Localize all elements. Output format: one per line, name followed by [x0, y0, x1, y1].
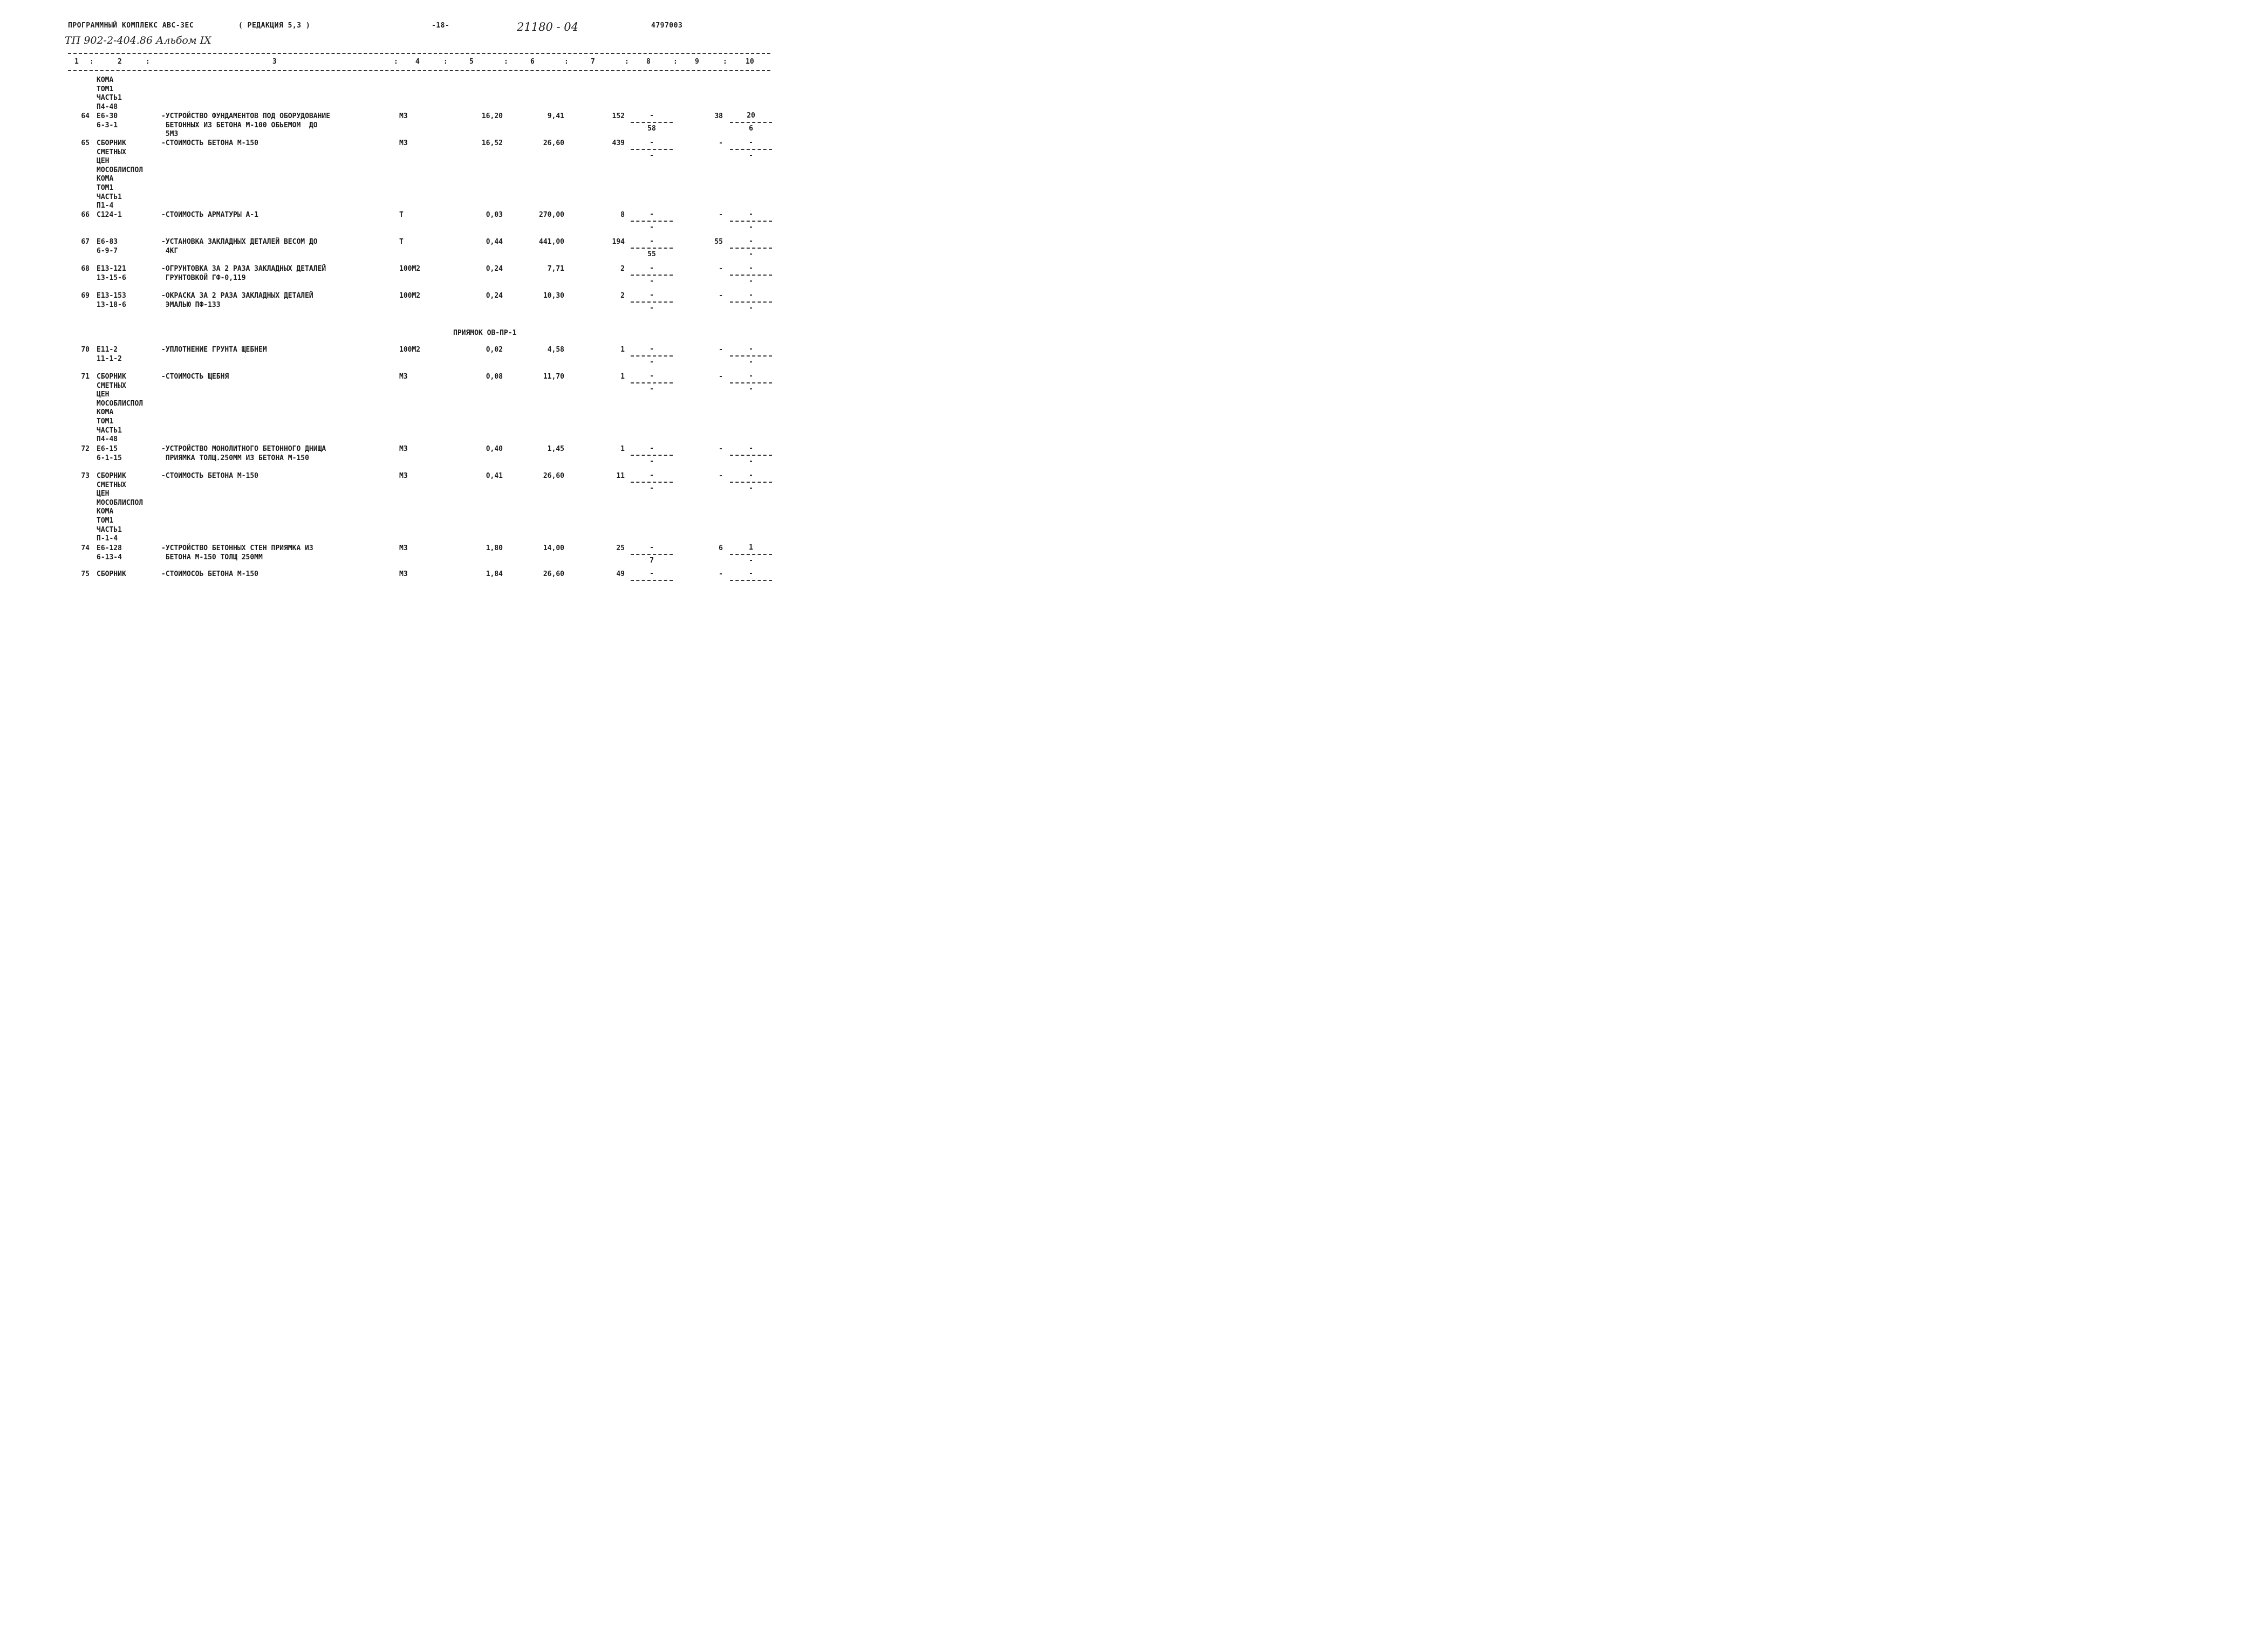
page-number: -18-: [432, 22, 450, 30]
fraction-divider: [631, 554, 673, 555]
fraction-divider: [631, 248, 673, 249]
norm-code: Е13-121 13-15-6: [97, 265, 126, 282]
column-header-5: 5: [469, 58, 474, 66]
total-cost: 152: [612, 112, 625, 120]
unit-price: 9,41: [547, 112, 564, 120]
column-header-6: 6: [530, 58, 535, 66]
norm-code: Е6-30 6-3-1: [97, 112, 118, 129]
column-8-fraction: [630, 544, 673, 565]
column-8-fraction-top: -: [650, 139, 654, 147]
column-10-fraction: [729, 139, 773, 160]
continuation-text: КОМА ТОМ1 ЧАСТЬ1 П4-48: [97, 76, 122, 111]
column-9-value: 38: [714, 112, 723, 120]
work-description: -ОГРУНТОВКА ЗА 2 РАЗА ЗАКЛАДНЫХ ДЕТАЛЕЙ ГРУНТОВКОЙ ГФ-0,119: [161, 265, 326, 282]
column-10-fraction-bottom: -: [749, 557, 753, 565]
quantity: 0,03: [486, 211, 503, 219]
column-10-fraction: [729, 445, 773, 465]
column-10-fraction: [729, 570, 773, 591]
column-10-fraction-bottom: 6: [749, 125, 753, 133]
column-10-fraction-top: -: [749, 372, 753, 380]
quantity: 0,08: [486, 373, 503, 381]
norm-code: Е6-15 6-1-15: [97, 445, 122, 462]
column-10-fraction-top: -: [749, 264, 753, 272]
column-10-fraction: [729, 373, 773, 393]
column-10-fraction: [729, 238, 773, 258]
column-8-fraction-bottom: 7: [650, 557, 654, 565]
column-8-fraction-bottom: -: [650, 358, 654, 366]
column-10-fraction-top: -: [749, 471, 753, 479]
total-cost: 2: [620, 265, 625, 273]
top-rule: [68, 53, 770, 54]
unit: 100М2: [399, 265, 421, 273]
column-8-fraction-bottom: -: [650, 152, 654, 160]
column-10-fraction: [729, 346, 773, 366]
column-9-value: -: [719, 472, 723, 480]
unit: 100М2: [399, 292, 421, 300]
column-8-fraction: [630, 292, 673, 312]
total-cost: 8: [620, 211, 625, 219]
column-10-fraction-bottom: -: [749, 484, 753, 492]
row-number: 69: [81, 292, 90, 300]
work-description: -УПЛОТНЕНИЕ ГРУНТА ЩЕБНЕМ: [161, 346, 267, 354]
norm-code: СБОРНИК СМЕТНЫХ ЦЕН МОСОБЛИСПОЛ КОМА ТОМ1 ЧАСТЬ1 П1-4: [97, 139, 144, 210]
column-8-fraction-top: -: [650, 112, 654, 120]
fraction-divider: [631, 482, 673, 483]
column-header-9: 9: [695, 58, 699, 66]
fraction-divider: [730, 248, 772, 249]
row-number: 67: [81, 238, 90, 246]
fraction-divider: [631, 301, 673, 303]
quantity: 1,80: [486, 544, 503, 552]
fraction-divider: [631, 221, 673, 222]
quantity: 0,24: [486, 292, 503, 300]
column-8-fraction: [630, 445, 673, 465]
column-8-fraction: [630, 346, 673, 366]
column-8-fraction-top: -: [650, 264, 654, 272]
column-8-fraction-top: -: [650, 345, 654, 353]
column-10-fraction-top: -: [749, 444, 753, 453]
unit: М3: [399, 112, 408, 120]
column-9-value: -: [719, 265, 723, 273]
column-10-fraction-top: 1: [749, 544, 753, 552]
edition: ( РЕДАКЦИЯ 5,3 ): [238, 22, 311, 30]
unit-price: 441,00: [539, 238, 564, 246]
row-number: 68: [81, 265, 90, 273]
column-8-fraction: [630, 238, 673, 258]
unit: М3: [399, 472, 408, 480]
row-number: 74: [81, 544, 90, 552]
column-8-fraction-bottom: -: [650, 484, 654, 492]
fraction-divider: [730, 382, 772, 383]
column-10-fraction-bottom: -: [749, 277, 753, 285]
total-cost: 11: [616, 472, 625, 480]
norm-code: СБОРНИК: [97, 570, 126, 578]
unit-price: 7,71: [547, 265, 564, 273]
column-10-fraction-bottom: -: [749, 358, 753, 366]
norm-code: С124-1: [97, 211, 122, 219]
unit: М3: [399, 570, 408, 578]
column-9-value: 55: [714, 238, 723, 246]
column-10-fraction-top: 20: [747, 112, 755, 120]
row-number: 64: [81, 112, 90, 120]
work-description: -ОКРАСКА ЗА 2 РАЗА ЗАКЛАДНЫХ ДЕТАЛЕЙ ЭМАЛЬЮ ПФ-133: [161, 292, 313, 309]
work-description: -СТОИМОСТЬ БЕТОНА М-150: [161, 139, 259, 147]
unit: М3: [399, 139, 408, 147]
total-cost: 25: [616, 544, 625, 552]
column-10-fraction-top: -: [749, 237, 753, 245]
row-number: 66: [81, 211, 90, 219]
column-10-fraction-top: -: [749, 210, 753, 218]
column-8-fraction: [630, 472, 673, 492]
column-10-fraction-top: -: [749, 345, 753, 353]
column-8-fraction: [630, 570, 673, 591]
work-description: -СТОИМОСОЬ БЕТОНА М-150: [161, 570, 259, 578]
column-header-1: 1: [74, 58, 79, 66]
total-cost: 49: [616, 570, 625, 578]
column-separator: :: [90, 58, 94, 66]
quantity: 0,24: [486, 265, 503, 273]
total-cost: 1: [620, 373, 625, 381]
section-title: ПРИЯМОК ОВ-ПР-1: [453, 329, 517, 337]
column-8-fraction-top: -: [650, 444, 654, 453]
column-header-3: 3: [272, 58, 277, 66]
fraction-divider: [730, 122, 772, 123]
fraction-divider: [730, 580, 772, 581]
doc-number: 4797003: [651, 22, 683, 30]
fraction-divider: [730, 221, 772, 222]
column-header-10: 10: [746, 58, 754, 66]
work-description: -СТОИМОСТЬ ЩЕБНЯ: [161, 373, 229, 381]
column-separator: :: [394, 58, 398, 66]
work-description: -СТОИМОСТЬ БЕТОНА М-150: [161, 472, 259, 480]
unit-price: 1,45: [547, 445, 564, 453]
column-9-value: -: [719, 139, 723, 147]
column-separator: :: [673, 58, 678, 66]
column-9-value: -: [719, 211, 723, 219]
column-8-fraction-bottom: 58: [647, 125, 656, 133]
norm-code: Е11-2 11-1-2: [97, 346, 122, 363]
column-9-value: 6: [719, 544, 723, 552]
fraction-divider: [631, 149, 673, 150]
column-8-fraction-top: -: [650, 471, 654, 479]
work-description: -УСТРОЙСТВО МОНОЛИТНОГО БЕТОННОГО ДНИЩА ПРИЯМКА ТОЛЩ.250ММ ИЗ БЕТОНА М-150: [161, 445, 326, 462]
column-header-7: 7: [591, 58, 595, 66]
fraction-divider: [631, 382, 673, 383]
quantity: 16,52: [481, 139, 503, 147]
column-10-fraction-bottom: -: [749, 152, 753, 160]
work-description: -СТОИМОСТЬ АРМАТУРЫ А-1: [161, 211, 259, 219]
fraction-divider: [730, 554, 772, 555]
norm-code: Е6-128 6-13-4: [97, 544, 122, 561]
column-9-value: -: [719, 346, 723, 354]
column-8-fraction-top: -: [650, 210, 654, 218]
column-8-fraction: [630, 139, 673, 160]
row-number: 73: [81, 472, 90, 480]
column-8-fraction-top: -: [650, 372, 654, 380]
work-description: -УСТАНОВКА ЗАКЛАДНЫХ ДЕТАЛЕЙ ВЕСОМ ДО 4КГ: [161, 238, 318, 255]
unit: М3: [399, 544, 408, 552]
column-8-fraction-bottom: 55: [647, 250, 656, 258]
column-8-fraction-bottom: -: [650, 385, 654, 393]
quantity: 0,44: [486, 238, 503, 246]
column-10-fraction: [729, 544, 773, 565]
fraction-divider: [730, 355, 772, 357]
column-separator: :: [504, 58, 508, 66]
unit: Т: [399, 238, 404, 246]
row-number: 70: [81, 346, 90, 354]
document-page: [0, 0, 837, 602]
column-10-fraction-top: -: [749, 291, 753, 299]
quantity: 1,84: [486, 570, 503, 578]
column-separator: :: [443, 58, 448, 66]
column-8-fraction-top: -: [650, 570, 654, 578]
column-8-fraction-bottom: -: [650, 457, 654, 465]
unit-price: 26,60: [543, 139, 564, 147]
column-8-fraction-top: -: [650, 544, 654, 552]
quantity: 0,41: [486, 472, 503, 480]
column-10-fraction: [729, 292, 773, 312]
column-separator: :: [564, 58, 569, 66]
unit: 100М2: [399, 346, 421, 354]
total-cost: 194: [612, 238, 625, 246]
fraction-divider: [631, 580, 673, 581]
total-cost: 439: [612, 139, 625, 147]
row-number: 71: [81, 373, 90, 381]
row-number: 72: [81, 445, 90, 453]
total-cost: 1: [620, 346, 625, 354]
column-8-fraction: [630, 211, 673, 231]
unit: М3: [399, 373, 408, 381]
fraction-divider: [730, 455, 772, 456]
column-10-fraction-bottom: -: [749, 304, 753, 312]
quantity: 0,40: [486, 445, 503, 453]
column-10-fraction: [729, 265, 773, 285]
column-header-8: 8: [646, 58, 651, 66]
unit-price: 11,70: [543, 373, 564, 381]
fraction-divider: [631, 355, 673, 357]
norm-code: Е6-83 6-9-7: [97, 238, 118, 255]
column-10-fraction: [729, 112, 773, 133]
column-10-fraction-bottom: -: [749, 223, 753, 231]
column-8-fraction: [630, 112, 673, 133]
quantity: 16,20: [481, 112, 503, 120]
fraction-divider: [730, 275, 772, 276]
fraction-divider: [631, 275, 673, 276]
norm-code: Е13-153 13-18-6: [97, 292, 126, 309]
fraction-divider: [631, 122, 673, 123]
fraction-divider: [730, 301, 772, 303]
work-description: -УСТРОЙСТВО ФУНДАМЕНТОВ ПОД ОБОРУДОВАНИЕ БЕТОННЫХ ИЗ БЕТОНА М-100 ОБЬЕМОМ ДО 5М3: [161, 112, 331, 139]
program-name: ПРОГРАММНЫЙ КОМПЛЕКС АВС-3ЕС: [68, 22, 194, 30]
column-8-fraction-top: -: [650, 291, 654, 299]
column-8-fraction: [630, 373, 673, 393]
column-separator: :: [723, 58, 727, 66]
total-cost: 1: [620, 445, 625, 453]
unit-price: 10,30: [543, 292, 564, 300]
row-number: 65: [81, 139, 90, 147]
norm-code: СБОРНИК СМЕТНЫХ ЦЕН МОСОБЛИСПОЛ КОМА ТОМ1 ЧАСТЬ1 П4-48: [97, 373, 144, 444]
fraction-divider: [631, 455, 673, 456]
work-description: -УСТРОЙСТВО БЕТОННЫХ СТЕН ПРИЯМКА ИЗ БЕТОНА М-150 ТОЛЩ 250ММ: [161, 544, 313, 561]
column-9-value: -: [719, 292, 723, 300]
column-9-value: -: [719, 445, 723, 453]
column-9-value: -: [719, 570, 723, 578]
quantity: 0,02: [486, 346, 503, 354]
total-cost: 2: [620, 292, 625, 300]
unit-price: 270,00: [539, 211, 564, 219]
handwritten-code: 21180 - 04: [517, 20, 578, 33]
column-10-fraction: [729, 472, 773, 492]
column-8-fraction: [630, 265, 673, 285]
column-8-fraction-bottom: -: [650, 223, 654, 231]
column-header-2: 2: [118, 58, 122, 66]
column-10-fraction-top: -: [749, 139, 753, 147]
column-header-4: 4: [415, 58, 420, 66]
row-number: 75: [81, 570, 90, 578]
header-rule: [68, 70, 770, 71]
column-separator: :: [625, 58, 629, 66]
column-10-fraction-bottom: -: [749, 457, 753, 465]
column-10-fraction-bottom: -: [749, 385, 753, 393]
column-8-fraction-bottom: -: [650, 277, 654, 285]
fraction-divider: [730, 149, 772, 150]
column-10-fraction-top: -: [749, 570, 753, 578]
unit: Т: [399, 211, 404, 219]
column-8-fraction-top: -: [650, 237, 654, 245]
unit-price: 26,60: [543, 570, 564, 578]
unit: М3: [399, 445, 408, 453]
unit-price: 14,00: [543, 544, 564, 552]
fraction-divider: [730, 482, 772, 483]
handwritten-album: ТП 902-2-404.86 Альбом IX: [65, 35, 211, 46]
unit-price: 26,60: [543, 472, 564, 480]
column-9-value: -: [719, 373, 723, 381]
column-8-fraction-bottom: -: [650, 304, 654, 312]
unit-price: 4,58: [547, 346, 564, 354]
column-10-fraction: [729, 211, 773, 231]
column-separator: :: [146, 58, 150, 66]
column-10-fraction-bottom: -: [749, 250, 753, 258]
norm-code: СБОРНИК СМЕТНЫХ ЦЕН МОСОБЛИСПОЛ КОМА ТОМ1 ЧАСТЬ1 П-1-4: [97, 472, 144, 543]
